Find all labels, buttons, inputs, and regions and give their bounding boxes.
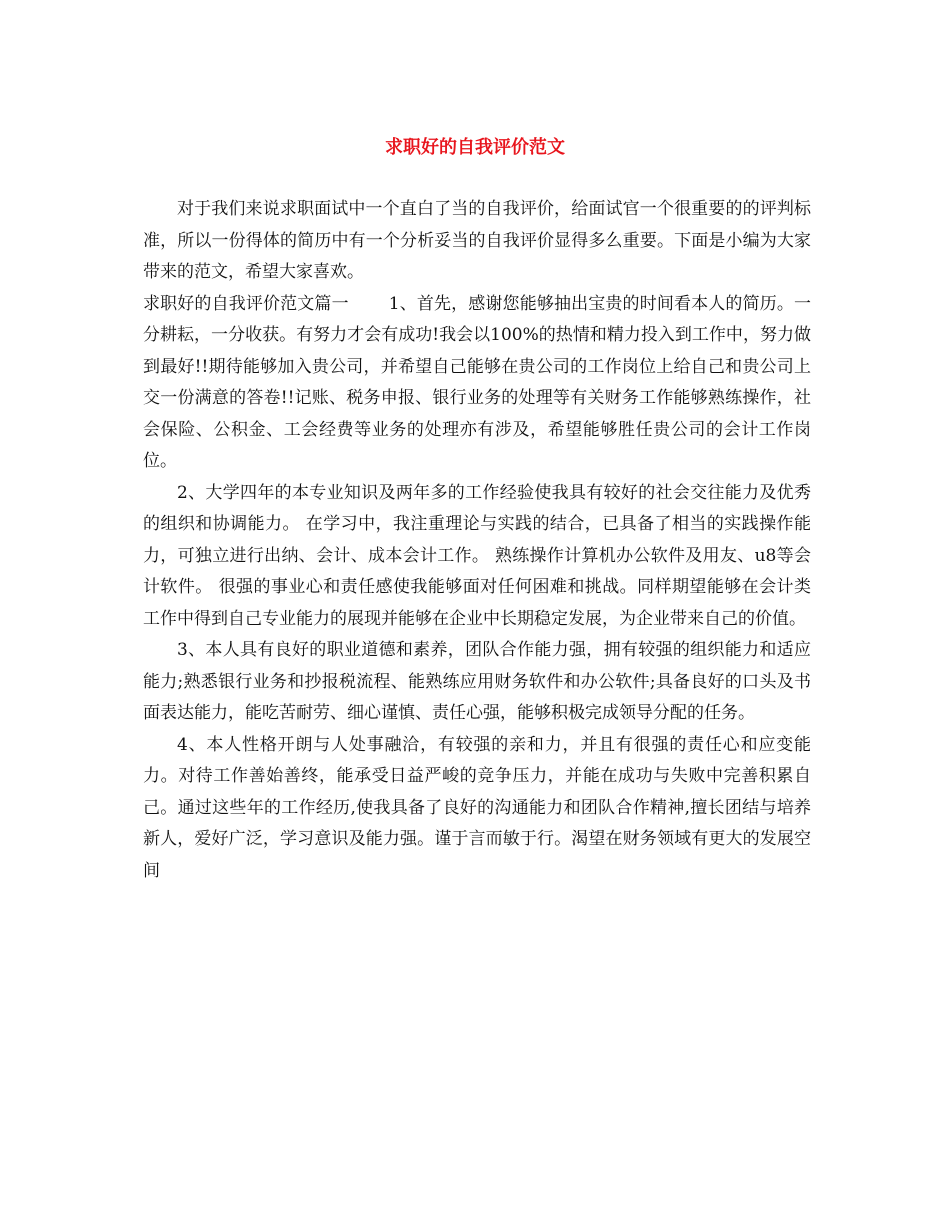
paragraph-2: 2、大学四年的本专业知识及两年多的工作经验使我具有较好的社会交往能力及优秀的组织和协调能力。 在学习中，我注重理论与实践的结合，已具备了相当的实践操作能力，可独立进行出纳、会计、成本会计工作。 熟练操作计算机办公软件及用友、u8等会计软件。 很强的事业心和责任感使我能够面对任何困难和挑战。同样期望能够在会计类工作中得到自己专业能力的展现并能够在企业中长期稳定发展，为企业带来自己的价值。 bbox=[143, 482, 811, 629]
intro-paragraph: 对于我们来说求职面试中一个直白了当的自我评价，给面试官一个很重要的的评判标准，所以一份得体的简历中有一个分析妥当的自我评价显得多么重要。下面是小编为大家带来的范文，希望大家喜欢。 bbox=[143, 199, 811, 282]
paragraph-4: 4、本人性格开朗与人处事融洽，有较强的亲和力，并且有很强的责任心和应变能力。对待工作善始善终，能承受日益严峻的竞争压力，并能在成功与失败中完善积累自己。通过这些年的工作经历,使我具备了良好的沟通能力和团队合作精神,擅长团结与培养新人，爱好广泛，学习意识及能力强。谨于言而敏于行。渴望在财务领域有更大的发展空间 bbox=[143, 734, 811, 881]
section-first-paragraph bbox=[143, 289, 811, 478]
document-title: 求职好的自我评价范文 bbox=[385, 137, 565, 158]
section-heading: 求职好的自我评价范文篇一 bbox=[143, 293, 349, 314]
paragraph-1: 1、首先，感谢您能够抽出宝贵的时间看本人的简历。一分耕耘，一分收获。有努力才会有成功!我会以100%的热情和精力投入到工作中，努力做到最好!!期待能够加入贵公司，并希望自己能够在贵公司的工作岗位上给自己和贵公司上交一份满意的答卷!!记账、税务申报、银行业务的处理等有关财务工作能够熟练操作，社会保险、公积金、工会经费等业务的处理亦有涉及，希望能够胜任贵公司的会计工作岗位。 bbox=[143, 293, 811, 471]
paragraph-3: 3、本人具有良好的职业道德和素养，团队合作能力强，拥有较强的组织能力和适应能力;熟悉银行业务和抄报税流程、能熟练应用财务软件和办公软件;具备良好的口头及书面表达能力，能吃苦耐劳、细心谨慎、责任心强，能够积极完成领导分配的任务。 bbox=[143, 640, 811, 723]
document-body bbox=[143, 194, 811, 887]
